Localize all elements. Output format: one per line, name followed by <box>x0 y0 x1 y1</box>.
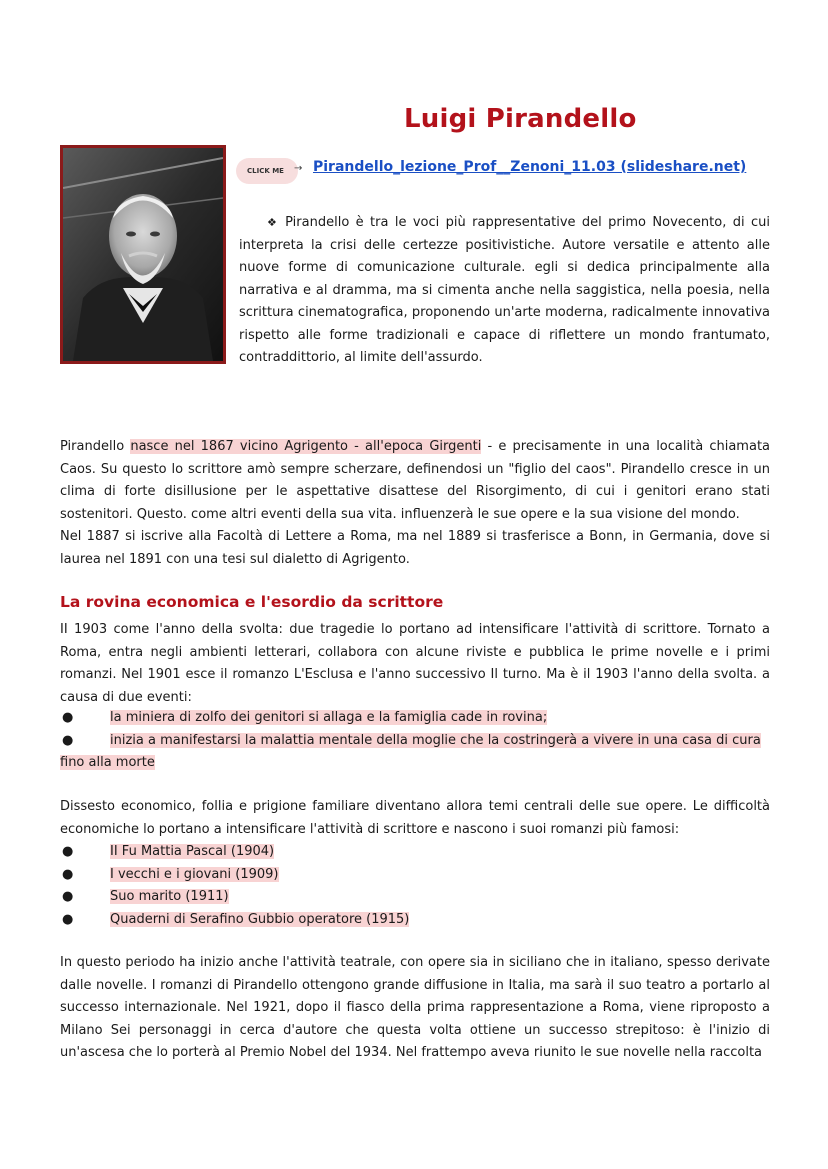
event-continuation <box>60 752 770 775</box>
bullet-icon: ● <box>62 732 74 748</box>
intro-paragraph <box>239 212 770 370</box>
bio-paragraph <box>60 436 770 571</box>
novel-title: Suo marito (1911) <box>110 889 229 904</box>
page-title: Luigi Pirandello <box>404 104 637 134</box>
events-list <box>60 707 770 752</box>
diamond-bullet-icon: ❖ <box>267 216 280 229</box>
event-text-continued: fino alla morte <box>60 755 155 770</box>
bio-text-after: - e precisamente in una località chiamata Caos. Su questo lo scrittore amò sempre scherzare, definendosi un "figlio del caos". Pirandello cresce in un clima di forte disillusione per le aspettative disattese del Risorgimento, di cui i genitori erano stati sostenitori. Questo. come altri eventi della sua vita. influenzerà le sue opere e la sua visione del mondo. <box>60 439 771 522</box>
bullet-icon: ● <box>62 866 74 882</box>
novel-title: I vecchi e i giovani (1909) <box>110 866 279 882</box>
bio-text-second: Nel 1887 si iscrive alla Facoltà di Lettere a Roma, ma nel 1889 si trasferisce a Bonn, in Germania, dove si laurea nel 1891 con una tesi sul dialetto di Agrigento. <box>60 529 770 567</box>
theatre-paragraph <box>60 952 770 1065</box>
click-me-button[interactable]: CLICK ME <box>236 158 298 184</box>
novels-intro-text: Dissesto economico, follia e prigione familiare diventano allora temi centrali delle sue opere. Le difficoltà economiche lo portano a intensificare l'attività di scrittore e nascono i suoi romanzi più famosi: <box>60 799 770 837</box>
list-item <box>60 707 770 730</box>
bullet-icon: ● <box>62 911 74 927</box>
portrait-illustration <box>63 148 223 361</box>
bullet-icon: ● <box>62 710 74 725</box>
portrait-photo <box>60 145 226 364</box>
event-text: inizia a manifestarsi la malattia mentale della moglie che la costringerà a vivere in una casa di cura <box>110 732 761 748</box>
list-item <box>60 886 770 909</box>
bullet-icon: ● <box>62 844 74 859</box>
bullet-icon: ● <box>62 889 74 904</box>
arrow-right-icon: → <box>294 163 303 174</box>
section-heading: La rovina economica e l'esordio da scrittore <box>60 593 444 611</box>
section-paragraph <box>60 619 770 709</box>
novels-intro-paragraph <box>60 796 770 841</box>
novel-title: II Fu Mattia Pascal (1904) <box>110 844 275 859</box>
bio-highlight: nasce nel 1867 vicino Agrigento - all'epoca Girgenti <box>130 439 482 454</box>
list-item <box>60 864 770 887</box>
event-text: la miniera di zolfo dei genitori si allaga e la famiglia cade in rovina; <box>110 710 548 725</box>
theatre-text: In questo periodo ha inizio anche l'attività teatrale, con opere sia in siciliano che in italiano, spesso derivate dalle novelle. I romanzi di Pirandello ottengono grande diffusione in Italia, ma sarà il suo teatro a portarlo al successo internazionale. Nel 1921, dopo il fiasco della prima rappresentazione a Roma, viene riproposto a Milano Sei personaggi in cerca d'autore che questa volta ottiene un successo strepitoso: è l'inizio di un'ascesa che lo porterà al Premio Nobel del 1934. Nel frattempo aveva riunito le sue novelle nella raccolta <box>60 955 770 1060</box>
novel-title: Quaderni di Serafino Gubbio operatore (1915) <box>110 911 410 927</box>
section-text: II 1903 come l'anno della svolta: due tragedie lo portano ad intensificare l'attività di scrittore. Tornato a Roma, entra negli ambienti letterari, collabora con alcune riviste e pubblica le prime novelle e i primi romanzi. Nel 1901 esce il romanzo L'Esclusa e l'anno successivo Il turno. Ma è il 1903 l'anno della svolta. a causa di due eventi: <box>60 622 770 705</box>
list-item <box>60 730 770 753</box>
intro-text: Pirandello è tra le voci più rappresentative del primo Novecento, di cui interpreta la crisi delle certezze positivistiche. Autore versatile e attento alle nuove forme di comunicazione culturale. egli si dedica principalmente alla narrativa e al dramma, ma si cimenta anche nella saggistica, nella poesia, nella scrittura cinematografica, proponendo un'arte moderna, radicalmente innovativa rispetto alle forme tradizionali e capace di riflettere un mondo frantumato, contraddittorio, al limite dell'assurdo. <box>239 215 770 365</box>
bio-text-before: Pirandello <box>60 439 131 454</box>
novels-list <box>60 841 770 931</box>
list-item <box>60 909 770 932</box>
slideshare-link[interactable]: Pirandello_lezione_Prof__Zenoni_11.03 (slideshare.net) <box>313 159 747 175</box>
list-item <box>60 841 770 864</box>
